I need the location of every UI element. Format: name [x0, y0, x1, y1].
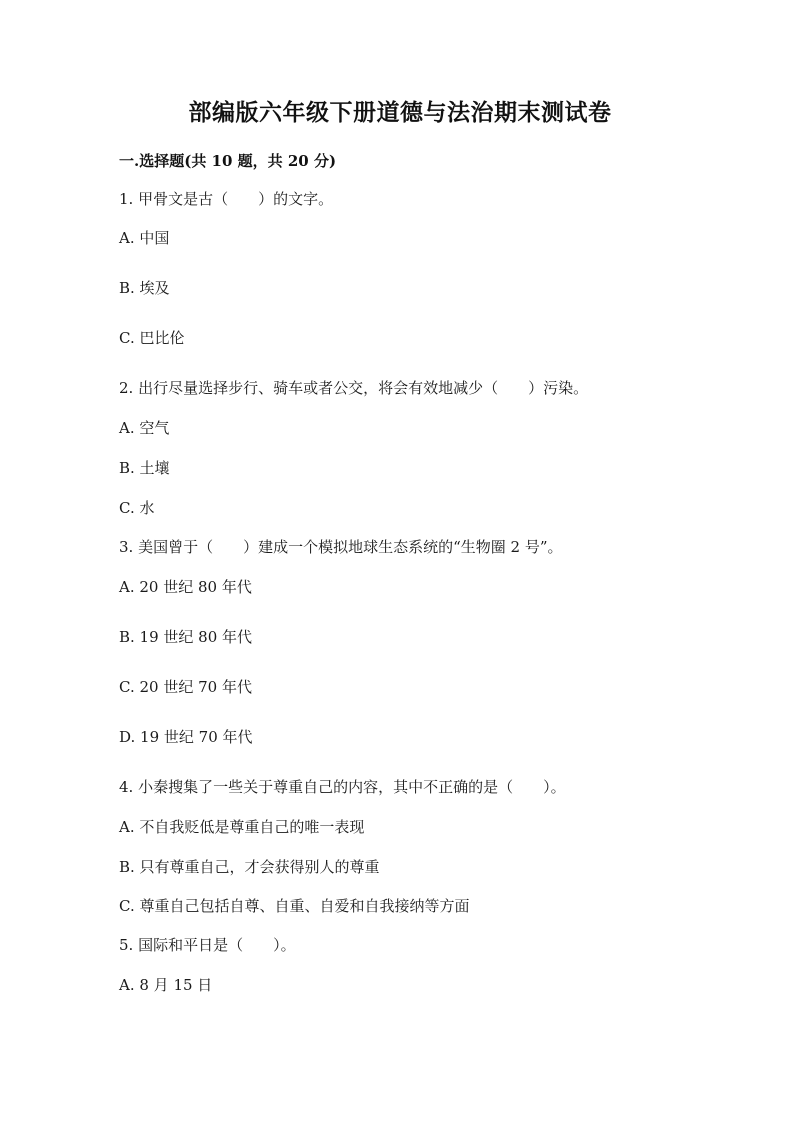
question-stem: 4. 小秦搜集了一些关于尊重自己的内容，其中不正确的是（ ）。: [119, 778, 566, 796]
answer-option: C. 巴比伦: [119, 329, 185, 347]
question-stem: 5. 国际和平日是（ ）。: [119, 936, 296, 954]
answer-option: A. 中国: [119, 229, 170, 247]
answer-option: C. 尊重自己包括自尊、自重、自爱和自我接纳等方面: [119, 897, 470, 915]
answer-option: A. 不自我贬低是尊重自己的唯一表现: [119, 818, 365, 836]
section-heading: 一.选择题(共 10 题，共 20 分): [119, 152, 337, 170]
question-stem: 2. 出行尽量选择步行、骑车或者公交，将会有效地减少（ ）污染。: [119, 379, 589, 397]
answer-option: C. 水: [119, 499, 155, 517]
exam-title: 部编版六年级下册道德与法治期末测试卷: [188, 99, 612, 126]
answer-option: A. 20 世纪 80 年代: [119, 578, 252, 596]
answer-option: B. 只有尊重自己，才会获得别人的尊重: [119, 858, 380, 876]
answer-option: A. 空气: [119, 419, 170, 437]
answer-option: A. 8 月 15 日: [119, 976, 213, 994]
answer-option: C. 20 世纪 70 年代: [119, 678, 252, 696]
question-stem: 3. 美国曾于（ ）建成一个模拟地球生态系统的“生物圈 2 号”。: [119, 538, 563, 556]
answer-option: D. 19 世纪 70 年代: [119, 728, 253, 746]
answer-option: B. 19 世纪 80 年代: [119, 628, 253, 646]
answer-option: B. 土壤: [119, 459, 170, 477]
question-stem: 1. 甲骨文是古（ ）的文字。: [119, 190, 334, 208]
answer-option: B. 埃及: [119, 279, 170, 297]
